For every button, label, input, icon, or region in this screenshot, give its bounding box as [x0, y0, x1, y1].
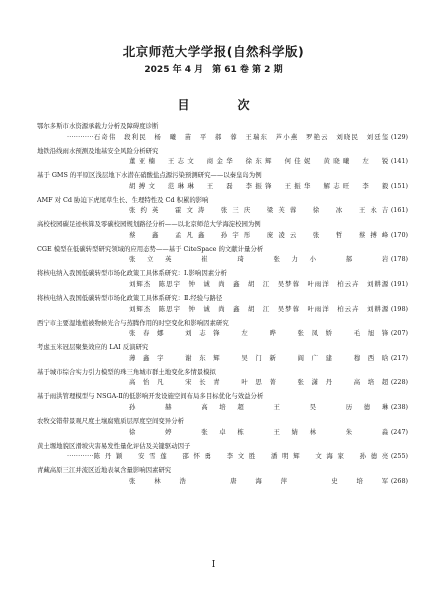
toc-entry[interactable]: [37, 244, 408, 265]
toc-entry[interactable]: [37, 318, 408, 339]
page-ref[interactable]: (228): [390, 378, 408, 387]
author-line: [37, 476, 408, 487]
page-ref[interactable]: (268): [390, 476, 408, 485]
toc-entry[interactable]: [37, 416, 408, 437]
article-title[interactable]: AMF 对 Cd 胁迫下虎尾草生长、生理特性及 Cd 积累的影响: [37, 195, 209, 204]
author-line: [37, 230, 408, 241]
page-number: Ⅰ: [211, 560, 216, 570]
author-line: [37, 427, 408, 438]
journal-title: 北京师范大学学报(自然科学版): [122, 44, 305, 59]
toc-entry[interactable]: [37, 391, 408, 412]
page-ref[interactable]: (161): [390, 206, 408, 215]
toc-entry[interactable]: [37, 441, 408, 462]
page-ref[interactable]: (207): [390, 329, 408, 338]
article-title[interactable]: CGE 模型在低碳转型研究领域的应用态势——基于 CiteSpace 的文献计量分析: [37, 244, 264, 253]
authors: 张立英 崔 琦 张力小 郝 岩: [129, 255, 389, 264]
toc-entry[interactable]: [37, 170, 408, 191]
author-line: [37, 181, 408, 192]
authors: 董亚楠 王志文 商金华 徐东辉 何佳妮 黄晓曦 左 锐: [129, 157, 389, 166]
article-title[interactable]: 青藏高原三江并流区近地表氧含量影响因素研究: [37, 466, 172, 475]
author-line: [37, 156, 408, 167]
author-line: [37, 451, 408, 462]
toc-entry[interactable]: [37, 293, 408, 314]
author-line: [37, 377, 408, 388]
page-ref[interactable]: (217): [390, 353, 408, 362]
toc-entry[interactable]: [37, 367, 408, 388]
authors: 胡搏文 范琳琳 王 磊 李振锋 王振华 解志旺 李 毅: [129, 181, 389, 190]
page-ref[interactable]: (178): [390, 255, 408, 264]
authors: 张约英 霍文涛 张三庆 梁芙蓉 徐 冰 王永吉: [129, 206, 389, 215]
article-title[interactable]: 农牧交错带景观尺度土壤腐殖质层厚度空间变异分析: [37, 416, 184, 425]
page-ref[interactable]: (170): [390, 230, 408, 239]
author-line: [37, 279, 408, 290]
toc-entry[interactable]: [37, 268, 408, 289]
toc-entry[interactable]: [37, 342, 408, 363]
article-title[interactable]: 将核电纳入我国低碳转型市场化政策工具体系研究：Ⅱ.经验与路径: [37, 294, 223, 303]
article-title[interactable]: 基于 GMS 的平原区浅层地下水潜在硝酸盐点源污染预测研究——以秦皇岛为例: [37, 171, 262, 180]
authors: 张林浩 唐海萍 史培军: [129, 476, 389, 485]
toc-entry[interactable]: [37, 121, 408, 142]
authors: 孙 赫 高培超 王 昊 历德琳: [129, 402, 389, 411]
article-title[interactable]: 黄土塬地貌区滑坡灾害易发性量化评估及关键驱动因子: [37, 441, 191, 450]
page-ref[interactable]: (129): [390, 132, 408, 141]
article-title[interactable]: 基于雨洪管理模型与 NSGA-Ⅱ的低影响开发设施空间布局多目标优化与效益分析: [37, 392, 264, 401]
author-line: [37, 254, 408, 265]
article-title[interactable]: 将核电纳入我国低碳转型市场化政策工具体系研究：Ⅰ.影响因素分析: [37, 269, 227, 278]
authors: 刘辉杰 陈思宇 钟 诚 尚 鑫 胡 江 吴梦蓉 叶雨洋 柏云卉 刘耕源: [129, 280, 389, 289]
article-title[interactable]: 地铁沿线雨水预测及地基安全风险分析研究: [37, 146, 159, 155]
authors: 薄鑫宇 谢东辉 吴门新 阎广建 穆西晗: [129, 353, 389, 362]
leader-dots: ············: [67, 452, 94, 461]
authors: 刘辉杰 陈思宇 钟 诚 尚 鑫 胡 江 吴梦蓉 叶雨洋 柏云卉 刘耕源: [129, 304, 389, 313]
author-line: [37, 132, 408, 143]
page-ref[interactable]: (151): [390, 181, 408, 190]
page-ref[interactable]: (238): [390, 402, 408, 411]
leader-dots: ············: [67, 132, 94, 141]
authors: 陈丹颖 安雪莲 邵怀勇 李文胜 潘明辉 文海家 孙德亮: [93, 452, 389, 461]
author-line: [37, 353, 408, 364]
toc-heading: 目 次: [177, 98, 268, 112]
article-title[interactable]: 高校校园碳足迹核算及零碳校园规划路径分析——以北京师范大学海淀校园为例: [37, 220, 261, 229]
toc-entry[interactable]: [37, 195, 408, 216]
article-title[interactable]: 鄂尔多斯市水资源承载力分析及障碍度诊断: [37, 122, 159, 130]
author-line: [37, 304, 408, 315]
author-line: [37, 402, 408, 413]
authors: 张春娜 刘志锋 左 晔 张凤娇 毛旭锋: [129, 329, 389, 338]
page-ref[interactable]: (255): [390, 452, 408, 461]
toc-entry[interactable]: [37, 465, 408, 486]
authors: 高怡凡 宋长青 叶思菁 张潇丹 高培超: [129, 378, 389, 387]
page-ref[interactable]: (198): [390, 304, 408, 313]
toc-entry[interactable]: [37, 219, 408, 240]
article-title[interactable]: 基于城市综合实力引力模型的珠三角城市群土地变化多情景模拟: [37, 367, 216, 376]
article-title[interactable]: 西宁市主要湿地植被物候光合与蒸腾作用的时空变化和影响因素研究: [37, 318, 229, 327]
page-ref[interactable]: (247): [390, 427, 408, 436]
author-line: [37, 328, 408, 339]
page-ref[interactable]: (191): [390, 280, 408, 289]
article-title[interactable]: 考虑玉米冠层聚集效应的 LAI 反演研究: [37, 343, 149, 352]
toc-entry[interactable]: [37, 146, 408, 167]
page-ref[interactable]: (141): [390, 157, 408, 166]
authors: 徐 婷 张卓栋 王婧林 朱 淼: [129, 427, 389, 436]
authors: 蔡 鑫 孟凡鑫 孙宇彤 庞凌云 张 哲 蔡搏峰: [129, 230, 389, 239]
author-line: [37, 205, 408, 216]
toc-entry-list: [37, 121, 408, 490]
authors: 石奇伟 段利民 杨 曦 苗 平 郝 蓉 王瑞东 芦小燕 罗艳云 刘晓民 刘廷玺: [93, 132, 389, 141]
issue-line: 2025 年 4 月 第 61 卷 第 2 期: [144, 65, 283, 75]
